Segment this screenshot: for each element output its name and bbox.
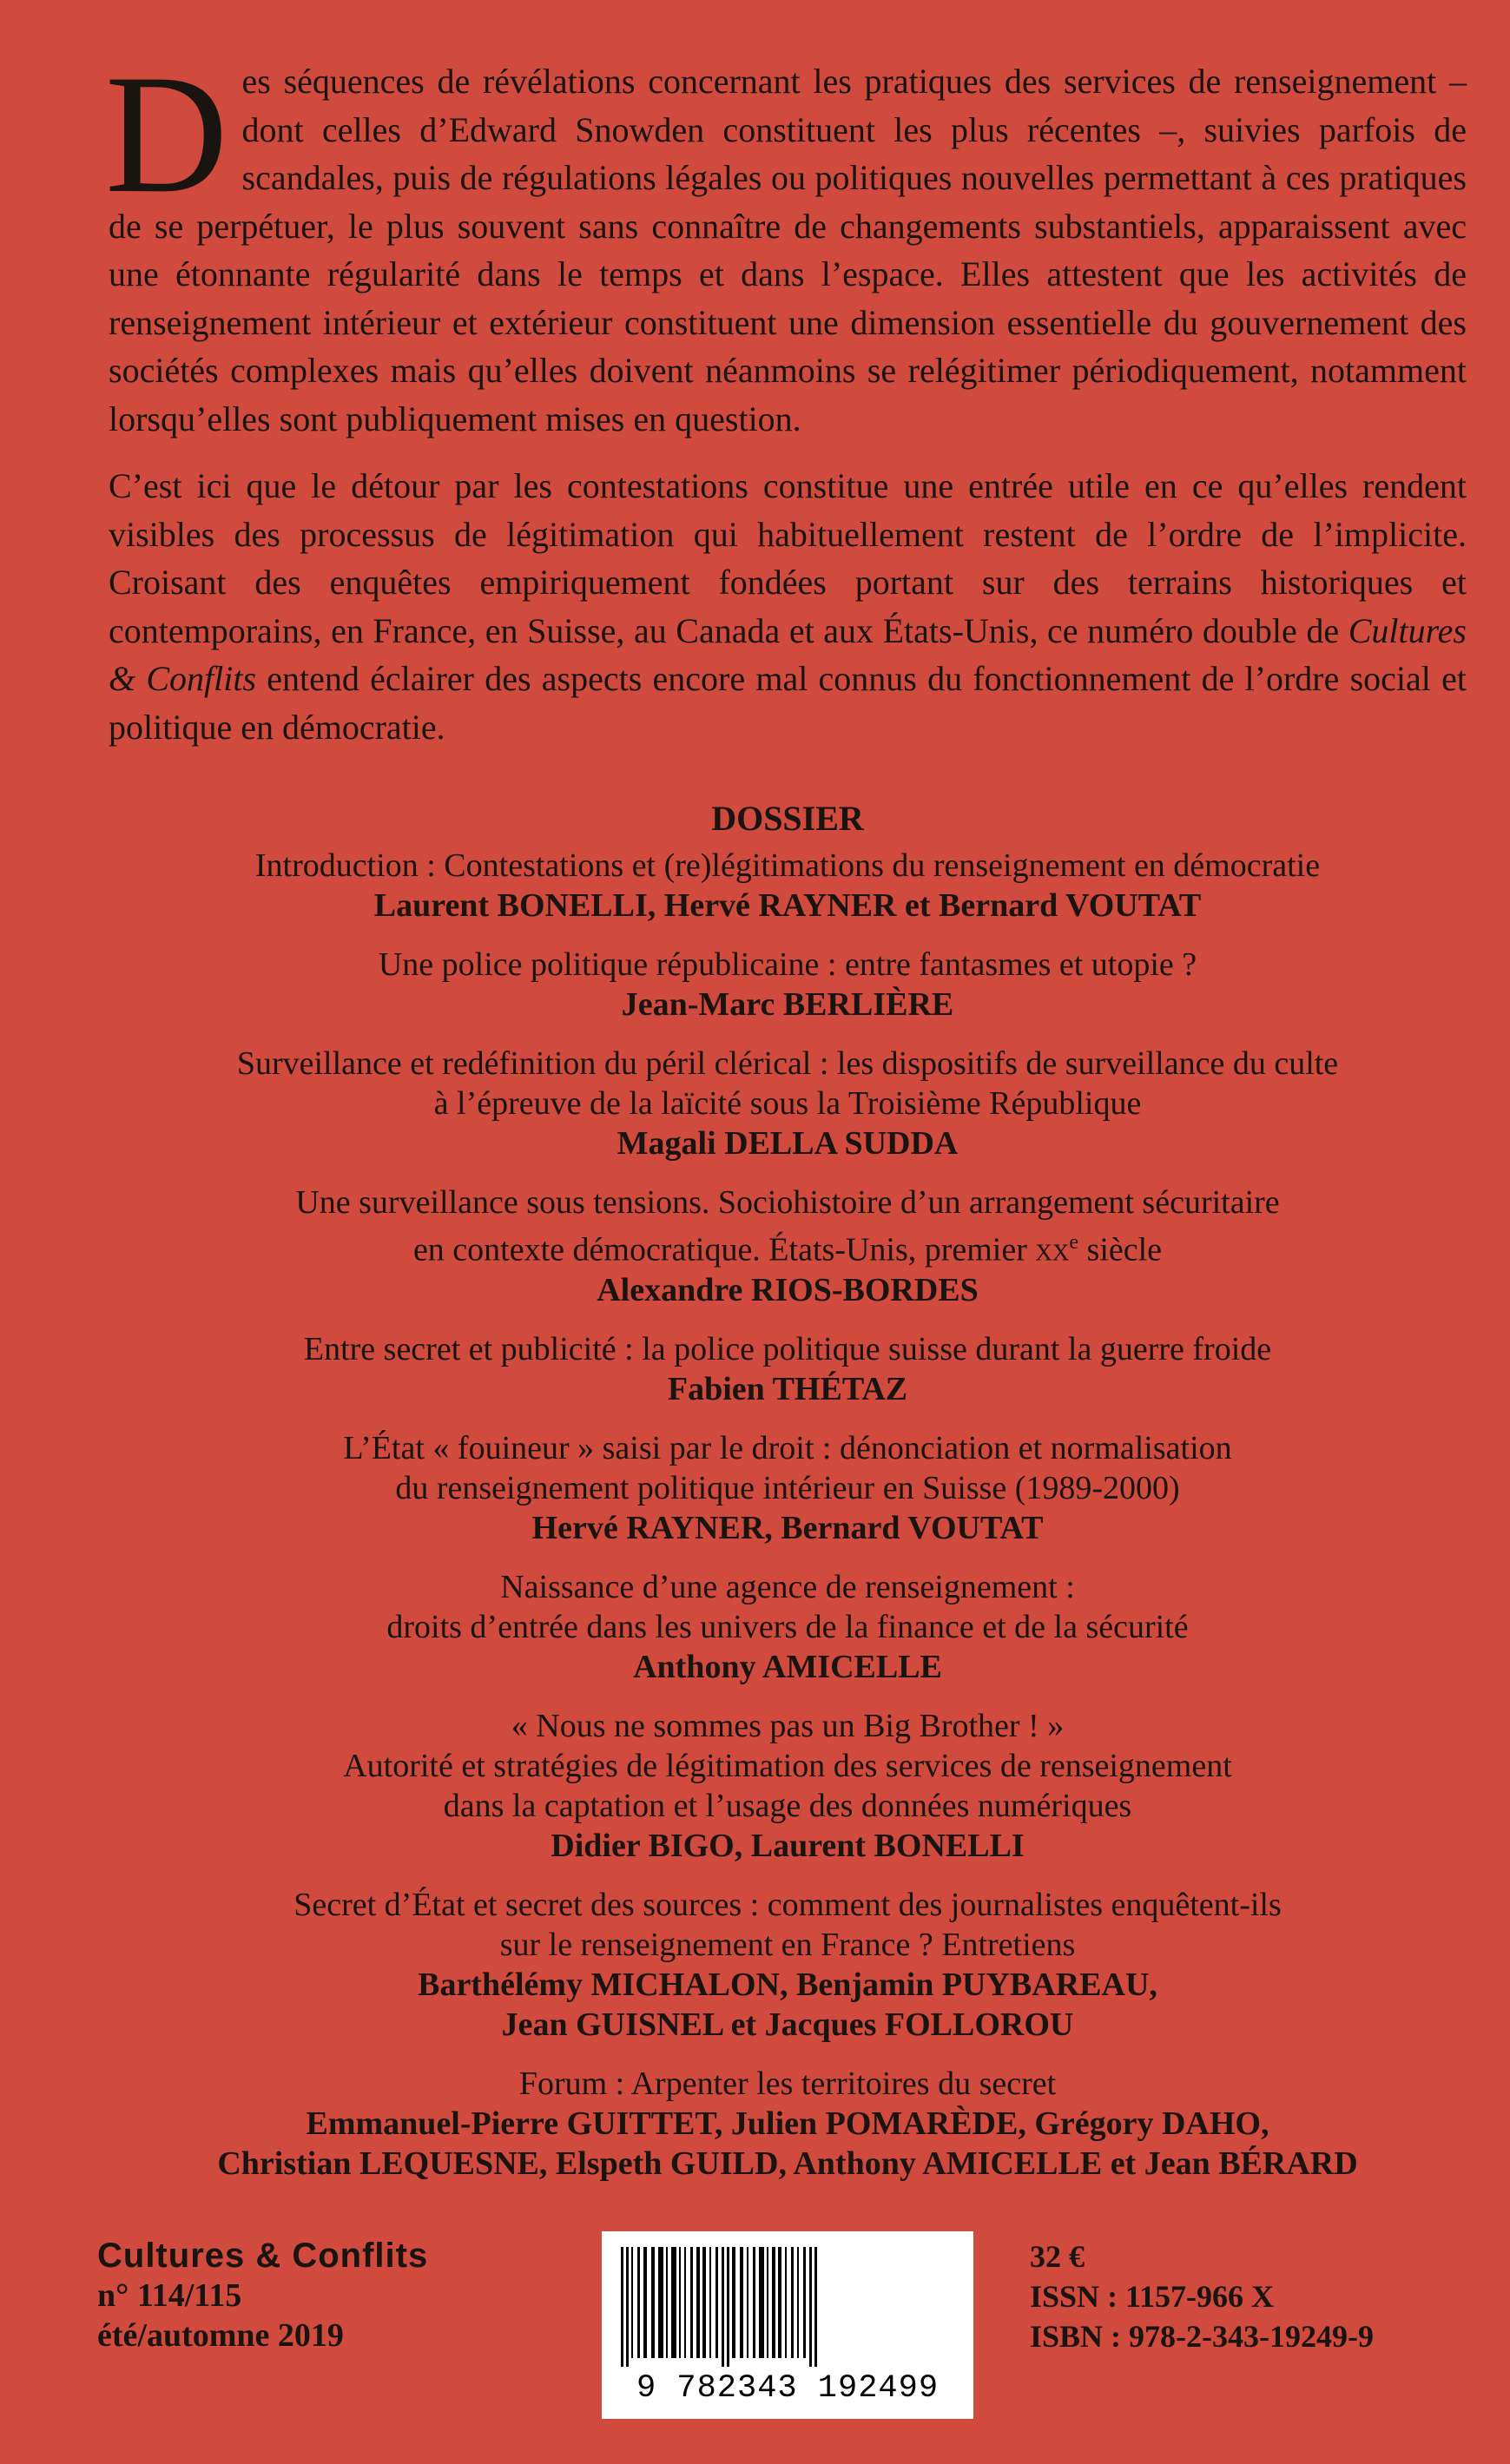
journal-name: Cultures & Conflits: [97, 2237, 429, 2275]
entry-title-line2: sur le renseignement en France ? Entretiens: [499, 1926, 1076, 1963]
barcode-bar: [778, 2247, 781, 2358]
intro-paragraph-2-text-a: C’est ici que le détour par les contestations constitue une entrée utile en ce qu’elles rendent visibles des processus de légitimation qui habituellement restent de l’ordre de l’implicite. Croisant des enquêtes empiriquement fondées portant sur des terrains historiques et contemporains, en France, en Suisse, au Canada et aux États-Unis, ce numéro double de: [109, 466, 1467, 650]
barcode-bar: [637, 2247, 640, 2358]
barcode-bar: [702, 2247, 706, 2358]
barcode-bar: [666, 2247, 668, 2358]
drop-cap: D: [105, 40, 228, 228]
barcode-bar: [621, 2247, 623, 2367]
dossier-entry: [109, 1183, 1467, 1310]
barcode-bar: [690, 2247, 693, 2358]
barcode-bar: [715, 2247, 718, 2358]
entry-title-line2: droits d’entrée dans les univers de la finance et de la sécurité: [386, 1608, 1189, 1645]
barcode-bar: [809, 2247, 812, 2367]
entry-authors: Laurent BONELLI, Hervé RAYNER et Bernard VOUTAT: [373, 887, 1202, 924]
barcode-bar: [631, 2247, 633, 2358]
price: 32 €: [1030, 2239, 1085, 2274]
entry-title-line3: dans la captation et l’usage des données numériques: [443, 1787, 1132, 1824]
barcode-bar: [767, 2247, 768, 2358]
intro-paragraph-2: [109, 462, 1467, 751]
entry-authors: Hervé RAYNER, Bernard VOUTAT: [531, 1509, 1044, 1546]
dossier-entry: [109, 1706, 1467, 1866]
entry-title-line2: à l’épreuve de la laïcité sous la Troisième République: [433, 1085, 1142, 1122]
entry-title-line2: en contexte démocratique. États-Unis, premier $xx^e$ siècle: [412, 1231, 1163, 1268]
dossier-entry: [109, 1428, 1467, 1548]
entry-authors: Emmanuel-Pierre GUITTET, Julien POMARÈDE, Grégory DAHO,: [306, 2105, 1269, 2142]
barcode-bar: [759, 2247, 764, 2358]
publication-info: [1030, 2237, 1374, 2356]
issue-number: n° 114/115: [97, 2277, 242, 2314]
isbn: ISBN : 978-2-343-19249-9: [1030, 2319, 1374, 2354]
barcode-bar: [727, 2247, 729, 2367]
intro-text: [105, 40, 1467, 751]
entry-authors: Alexandre RIOS-BORDES: [597, 1271, 979, 1308]
entry-title: L’État « fouineur » saisi par le droit : dénonciation et normalisation: [343, 1429, 1232, 1466]
barcode-bar: [651, 2247, 655, 2358]
barcode-bar: [643, 2247, 647, 2358]
barcode-bar: [785, 2247, 787, 2358]
intro-paragraph-1-text: es séquences de révélations concernant les pratiques des services de renseignement – dont celles d’Edward Snowden constituent les plus récentes –, suivies parfois de scandales, puis de régulations légales ou politiques nouvelles permettant à ces pratiques de se perpétuer, le plus souvent sans connaître de changements substantiels, apparaissent avec une étonnante régularité dans le temps et dans l’espace. Elles attestent que les activités de renseignement intérieur et extérieur constituent une dimension essentielle du gouvernement des sociétés complexes mais qu’elles doivent néanmoins se relégitimer périodiquement, notamment lorsqu’elles sont publiquement mises en question.: [109, 62, 1467, 438]
dossier-entry: [109, 1567, 1467, 1687]
entry-title: Forum : Arpenter les territoires du secret: [518, 2065, 1057, 2102]
entry-title: « Nous ne sommes pas un Big Brother ! »: [511, 1707, 1065, 1744]
barcode-bars: [617, 2247, 958, 2367]
intro-paragraph-2-text-b: entend éclairer des aspects encore mal connus du fonctionnement de l’ordre social et politique en démocratie.: [109, 659, 1467, 747]
entry-authors: Didier BIGO, Laurent BONELLI: [551, 1827, 1025, 1864]
dossier-entry: [109, 846, 1467, 926]
entry-authors: Barthélémy MICHALON, Benjamin PUYBAREAU,: [418, 1966, 1157, 2003]
issn: ISSN : 1157-966 X: [1030, 2279, 1275, 2314]
dossier-section: [109, 799, 1467, 2203]
entry-title: Naissance d’une agence de renseignement :: [500, 1568, 1075, 1605]
entry-authors-line2: Jean GUISNEL et Jacques FOLLOROU: [501, 2006, 1074, 2043]
barcode-bar: [671, 2247, 676, 2358]
entry-title: Une surveillance sous tensions. Sociohistoire d’un arrangement sécuritaire: [295, 1184, 1280, 1221]
barcode-bar: [684, 2247, 686, 2358]
entry-authors: Magali DELLA SUDDA: [617, 1125, 959, 1162]
dossier-entry: [109, 2064, 1467, 2184]
entry-authors: Jean-Marc BERLIÈRE: [621, 986, 954, 1023]
isbn-barcode: [602, 2231, 973, 2419]
dossier-entry: [109, 1885, 1467, 2045]
issue-season: été/automne 2019: [97, 2317, 344, 2354]
barcode-bar: [753, 2247, 755, 2358]
intro-paragraph-1: [105, 40, 1467, 443]
barcode-bar: [747, 2247, 748, 2358]
dossier-entry: [109, 945, 1467, 1024]
journal-info: [97, 2236, 428, 2355]
entry-title-line2: Autorité et stratégies de légitimation des services de renseignement: [343, 1747, 1232, 1784]
journal-title-italic: Cultures & Conflits: [109, 610, 1467, 698]
entry-title: Une police politique républicaine : entre fantasmes et utopie ?: [378, 946, 1197, 983]
barcode-bar: [791, 2247, 794, 2358]
barcode-bar: [732, 2247, 735, 2358]
barcode-bar: [722, 2247, 724, 2367]
entry-title: Entre secret et publicité : la police politique suisse durant la guerre froide: [303, 1330, 1272, 1367]
barcode-bar: [772, 2247, 775, 2358]
barcode-bar: [803, 2247, 806, 2358]
barcode-bar: [709, 2247, 711, 2358]
entry-authors: Fabien THÉTAZ: [667, 1370, 908, 1407]
entry-title: Secret d’État et secret des sources : comment des journalistes enquêtent-ils: [293, 1886, 1282, 1923]
barcode-bar: [797, 2247, 799, 2358]
entry-title: Introduction : Contestations et (re)légitimations du renseignement en démocratie: [254, 847, 1321, 884]
barcode-bar: [658, 2247, 663, 2358]
entry-title-line2: du renseignement politique intérieur en Suisse (1989-2000): [395, 1469, 1180, 1506]
barcode-bar: [679, 2247, 681, 2358]
barcode-bar: [814, 2247, 817, 2367]
dossier-heading: DOSSIER: [711, 799, 864, 838]
entry-title: Surveillance et redéfinition du péril clérical : les dispositifs de surveillance du culte: [236, 1045, 1339, 1082]
entry-authors-line2: Christian LEQUESNE, Elspeth GUILD, Anthony AMICELLE et Jean BÉRARD: [217, 2144, 1358, 2182]
barcode-bar: [740, 2247, 743, 2358]
dossier-entry: [109, 1329, 1467, 1409]
barcode-bar: [696, 2247, 700, 2358]
barcode-digits: 9 782343 192499: [636, 2370, 940, 2407]
barcode-bar: [626, 2247, 629, 2367]
entry-authors: Anthony AMICELLE: [633, 1648, 942, 1685]
dossier-entry: [109, 1044, 1467, 1163]
